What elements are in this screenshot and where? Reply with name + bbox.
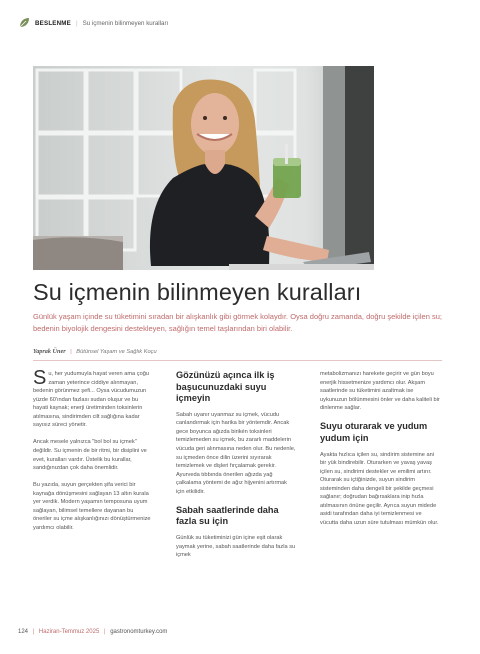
divider [33,360,442,361]
page-number: 124 [18,629,29,635]
author-role: Bütünsel Yaşam ve Sağlık Koçu [76,349,157,355]
subheading: Sabah saatlerinde daha fazla su için [176,504,279,527]
website-link[interactable]: gastronomturkey.com [110,629,168,635]
footer-separator: | [32,629,35,635]
paragraph: Ancak mesele yalnızca "bol bol su içmek" değildir. Su içmenin de bir ritmi, bir disiplini ve evet, kuralları vardır. Üstelik bu kurallar, sandığınızdan çok daha önemlidir. [33,439,147,472]
section-header [18,16,168,30]
article-title: Su içmenin bilinmeyen kuralları [33,279,362,305]
column-3 [320,370,440,536]
article-lead: Günlük yaşam içinde su tüketimini sıradan bir alışkanlık gibi görmek kolaydır. Oysa doğru zamanda, doğru şekilde içilen su; bedenin biyolojik dengesini destekleyen, sağlığın temel taşlarından biri olabilir. [33,312,442,334]
column-1 [33,367,153,541]
byline [33,348,157,355]
woman-with-green-smoothie-photo [33,66,374,270]
paragraph: metabolizmanızı harekete geçirir ve gün boyu enerjik hissetmenize yardımcı olur. Akşam saatlerinde su tüketimini azaltmak ise uykunuzun bölünmesini önler ve daha kaliteli bir dinlenme sağlar. [320,371,440,412]
page-footer [18,629,167,635]
section-name: BESLENME [35,19,71,27]
author-name: Yaprak Üner [33,348,66,355]
footer-separator: | [103,629,106,635]
subheading: Gözünüzü açınca ilk iş başucunuzdaki suyu içmeyin [176,370,275,404]
photo-illustration [33,66,374,270]
subheading: Suyu oturarak ve yudum yudum için [320,421,428,443]
column-2 [176,370,296,568]
byline-separator: | [70,349,72,355]
paragraph: Sabah uyanır uyanmaz su içmek, vücudu canlandırmak için harika bir yöntemdir. Ancak gece boyunca ağızda birikén toksinleri temizlemeden su içmek, bu zararlı maddelerin vücuda geri alınmasına neden olur. Bu nedenle, su içmeden önce dilin üzerini sıyırarak temizlemek ve dişleri fırçalamak gerekir. Ayurveda tıbbında önerilen ağızda yağ çalkalama yöntemi de ağız hijyenini artırmak için etkilidir. [176,411,296,495]
paragraph: Günlük su tüketiminizi gün içine eşit olarak yaymak yerine, sabah saatlerinde daha fazla su içmek [176,535,296,559]
paragraph [33,367,153,430]
paragraph-text: u, her yudumuyla hayat veren ama çoğu zaman yeterince ciddiye alınmayan, bedenin görünmez şefi... Oysa vücudumuzun yüzde 60'ından fazlası sudan oluşur ve bu hayati kaynak; enerji üretiminden toksinlerin atılmasına, sindirimden cilt sağlığına kadar sayısız süreci yönetir. [33,371,149,429]
drop-cap: S [33,367,47,389]
header-separator: | [75,19,78,27]
section-subtitle: Su içmenin bilinmeyen kuralları [82,19,169,27]
issue-date: Haziran-Temmuz 2025 [38,629,100,635]
leaf-icon [18,17,30,29]
paragraph: Bu yazıda, suyun gerçekten şifa verici bir kaynağa dönüşmesini sağlayan 13 altın kurala yer verdik. Modern yaşamın temposuna uyum sağlayan, bilimsel temellere dayanan bu öneriler su içme alışkanlığınızı dönüştürmenize yardımcı olabilir. [33,482,151,531]
paragraph: Ayakta hızlıca içilen su, sindirim sistemine ani bir yük bindirebilir. Oturarken ve yavaş yavaş içilen su, sindirimi destekler ve emilimi artırır. Oturarak su içtiğinizde, suyun sindirim sisteminden daha dengeli bir şekilde geçmesi sağlanır; doğrudan bağırsaklara inip hızla atılmasının önüne geçilir. Ayrıca suyun midede asidi tarafından daha iyi temizlenmesi ve vücutta daha uzun süre tutulması mümkün olur. [320,451,439,526]
